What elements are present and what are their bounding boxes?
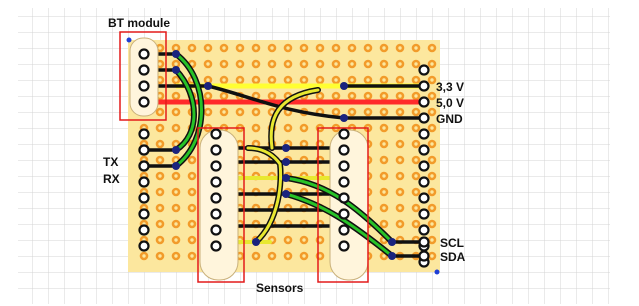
solder-pad-hole xyxy=(398,222,401,225)
solder-pad-hole xyxy=(414,142,417,145)
solder-pad-hole xyxy=(318,78,321,81)
solder-pad-hole xyxy=(238,62,241,65)
solder-pad-hole xyxy=(206,94,209,97)
solder-pad-hole xyxy=(414,190,417,193)
label-5v0: 5,0 V xyxy=(436,96,465,110)
solder-pad-hole xyxy=(222,46,225,49)
solder-pad-hole xyxy=(174,190,177,193)
label-tx: TX xyxy=(103,155,119,169)
solder-pad-hole xyxy=(430,174,433,177)
header-pin-icon xyxy=(420,210,429,219)
header-pin-icon xyxy=(140,226,149,235)
solder-pad-hole xyxy=(398,62,401,65)
header-pin-icon xyxy=(420,178,429,187)
solder-pad-hole xyxy=(158,142,161,145)
solder-pad-hole xyxy=(174,238,177,241)
solder-pad-hole xyxy=(414,126,417,129)
marker-top-left xyxy=(127,38,132,43)
header-pin-icon xyxy=(420,82,429,91)
solder-pad-hole xyxy=(430,254,433,257)
header-pin-icon xyxy=(340,162,349,171)
solder-pad-hole xyxy=(254,94,257,97)
solder-pad-hole xyxy=(174,94,177,97)
solder-pad-hole xyxy=(430,78,433,81)
solder-pad-hole xyxy=(414,78,417,81)
header-pin-icon xyxy=(212,210,221,219)
solder-pad-hole xyxy=(382,174,385,177)
solder-pad-hole xyxy=(302,142,305,145)
solder-pad-hole xyxy=(318,238,321,241)
solder-pad-hole xyxy=(430,46,433,49)
solder-pad-hole xyxy=(174,222,177,225)
solder-pad-hole xyxy=(158,94,161,97)
solder-pad-hole xyxy=(334,62,337,65)
solder-pad-hole xyxy=(222,94,225,97)
header-pin-icon xyxy=(212,146,221,155)
solder-pad-hole xyxy=(382,158,385,161)
header-pin-icon xyxy=(140,66,149,75)
solder-pad-hole xyxy=(254,254,257,257)
solder-pad-hole xyxy=(318,254,321,257)
solder-pad-hole xyxy=(414,158,417,161)
header-pin-icon xyxy=(420,114,429,123)
solder-pad-hole xyxy=(158,62,161,65)
solder-pad-hole xyxy=(190,190,193,193)
solder-pad-hole xyxy=(414,206,417,209)
solder-pad-hole xyxy=(286,78,289,81)
header-pin-icon xyxy=(420,226,429,235)
solder-pad-hole xyxy=(382,94,385,97)
solder-pad-hole xyxy=(366,78,369,81)
solder-pad-hole xyxy=(398,94,401,97)
header-pin-icon xyxy=(340,210,349,219)
header-pin-icon xyxy=(420,238,429,247)
solder-pad-hole xyxy=(350,62,353,65)
solder-pad-hole xyxy=(382,78,385,81)
solder-pad-hole xyxy=(430,110,433,113)
solder-pad-hole xyxy=(270,94,273,97)
solder-pad-hole xyxy=(382,142,385,145)
header-pin-icon xyxy=(340,226,349,235)
label-bt-module: BT module xyxy=(108,16,170,30)
solder-pad-hole xyxy=(398,126,401,129)
label-gnd: GND xyxy=(436,112,463,126)
solder-pad-hole xyxy=(254,142,257,145)
solder-pad-hole xyxy=(414,46,417,49)
solder-pad-hole xyxy=(174,174,177,177)
solder-pad-hole xyxy=(270,110,273,113)
header-pin-icon xyxy=(212,178,221,187)
solder-pad-hole xyxy=(270,46,273,49)
header-pin-icon xyxy=(340,130,349,139)
solder-pad-hole xyxy=(398,174,401,177)
solder-pad-hole xyxy=(158,110,161,113)
solder-pad-hole xyxy=(174,126,177,129)
solder-pad-hole xyxy=(334,46,337,49)
solder-pad-hole xyxy=(222,78,225,81)
header-pin-icon xyxy=(140,194,149,203)
solder-pad-hole xyxy=(270,78,273,81)
solder-pad-hole xyxy=(238,254,241,257)
solder-pad-hole xyxy=(174,78,177,81)
solder-pad-hole xyxy=(366,110,369,113)
header-pin-icon xyxy=(420,162,429,171)
solder-pad-hole xyxy=(334,78,337,81)
solder-pad-hole xyxy=(398,190,401,193)
solder-pad-hole xyxy=(286,46,289,49)
solder-pad-hole xyxy=(398,110,401,113)
solder-pad-hole xyxy=(414,222,417,225)
solder-pad-hole xyxy=(174,46,177,49)
solder-pad-hole xyxy=(158,190,161,193)
header-pin-icon xyxy=(212,242,221,251)
solder-pad-hole xyxy=(350,94,353,97)
solder-pad-hole xyxy=(190,238,193,241)
solder-pad-hole xyxy=(334,94,337,97)
header-pin-icon xyxy=(340,194,349,203)
solder-pad-hole xyxy=(382,254,385,257)
solder-pad-hole xyxy=(398,78,401,81)
solder-pad-hole xyxy=(206,78,209,81)
solder-pad-hole xyxy=(190,174,193,177)
solder-pad-hole xyxy=(238,142,241,145)
solder-pad-hole xyxy=(366,62,369,65)
solder-pad-hole xyxy=(430,126,433,129)
solder-pad-hole xyxy=(350,46,353,49)
solder-pad-hole xyxy=(174,110,177,113)
label-scl: SCL xyxy=(440,236,464,250)
solder-pad-hole xyxy=(270,62,273,65)
solder-pad-hole xyxy=(174,142,177,145)
solder-pad-hole xyxy=(382,222,385,225)
solder-pad-hole xyxy=(334,110,337,113)
solder-pad-hole xyxy=(430,158,433,161)
solder-pad-hole xyxy=(254,46,257,49)
solder-pad-hole xyxy=(238,78,241,81)
solder-pad-hole xyxy=(206,62,209,65)
solder-pad-hole xyxy=(382,126,385,129)
header-pin-icon xyxy=(420,98,429,107)
solder-pad-hole xyxy=(430,190,433,193)
solder-pad-hole xyxy=(318,62,321,65)
solder-pad-hole xyxy=(254,126,257,129)
solder-pad-hole xyxy=(222,110,225,113)
solder-pad-hole xyxy=(302,46,305,49)
solder-pad-hole xyxy=(350,110,353,113)
solder-pad-hole xyxy=(190,254,193,257)
solder-pad-hole xyxy=(302,62,305,65)
solder-pad-hole xyxy=(254,62,257,65)
solder-pad-hole xyxy=(430,62,433,65)
header-pin-icon xyxy=(140,242,149,251)
solder-pad-hole xyxy=(286,126,289,129)
solder-pad-hole xyxy=(382,46,385,49)
label-3v3: 3,3 V xyxy=(436,80,465,94)
solder-pad-hole xyxy=(190,206,193,209)
header-pin-icon xyxy=(140,130,149,139)
solder-pad-hole xyxy=(158,174,161,177)
solder-pad-hole xyxy=(414,174,417,177)
solder-pad-hole xyxy=(254,110,257,113)
header-pin-icon xyxy=(212,162,221,171)
header-pin-icon xyxy=(340,178,349,187)
solder-pad-hole xyxy=(206,46,209,49)
solder-pad-hole xyxy=(286,254,289,257)
solder-pad-hole xyxy=(414,110,417,113)
solder-pad-hole xyxy=(318,46,321,49)
solder-pad-hole xyxy=(222,62,225,65)
solder-pad-hole xyxy=(302,78,305,81)
solder-pad-hole xyxy=(174,62,177,65)
header-pin-icon xyxy=(212,130,221,139)
header-pin-icon xyxy=(420,194,429,203)
solder-pad-hole xyxy=(398,206,401,209)
solder-pad-hole xyxy=(190,222,193,225)
solder-pad-hole xyxy=(430,142,433,145)
solder-pad-hole xyxy=(430,238,433,241)
solder-pad-hole xyxy=(350,78,353,81)
solder-pad-hole xyxy=(302,254,305,257)
solder-pad-hole xyxy=(414,62,417,65)
solder-pad-hole xyxy=(366,46,369,49)
solder-pad-hole xyxy=(302,126,305,129)
label-rx: RX xyxy=(103,172,120,186)
solder-pad-hole xyxy=(158,238,161,241)
solder-pad-hole xyxy=(302,238,305,241)
solder-pad-hole xyxy=(174,206,177,209)
header-pin-icon xyxy=(140,98,149,107)
solder-pad-hole xyxy=(430,206,433,209)
solder-pad-hole xyxy=(366,94,369,97)
solder-pad-hole xyxy=(382,110,385,113)
header-pin-icon xyxy=(420,130,429,139)
solder-pad-hole xyxy=(142,254,145,257)
solder-pad-hole xyxy=(158,158,161,161)
solder-pad-hole xyxy=(318,142,321,145)
solder-pad-hole xyxy=(158,78,161,81)
header-pin-icon xyxy=(140,146,149,155)
solder-pad-hole xyxy=(158,222,161,225)
solder-pad-hole xyxy=(414,94,417,97)
solder-pad-hole xyxy=(190,158,193,161)
header-pin-icon xyxy=(340,146,349,155)
solder-pad-hole xyxy=(270,254,273,257)
solder-pad-hole xyxy=(398,46,401,49)
header-pin-icon xyxy=(212,226,221,235)
solder-pad-hole xyxy=(158,206,161,209)
header-pin-icon xyxy=(420,252,429,261)
header-pin-icon xyxy=(140,178,149,187)
solder-pad-hole xyxy=(286,238,289,241)
solder-pad-hole xyxy=(174,254,177,257)
solder-pad-hole xyxy=(158,126,161,129)
solder-pad-hole xyxy=(318,94,321,97)
header-pin-icon xyxy=(140,162,149,171)
solder-pad-hole xyxy=(286,62,289,65)
header-pin-icon xyxy=(140,210,149,219)
solder-pad-hole xyxy=(254,78,257,81)
solder-pad-hole xyxy=(206,110,209,113)
label-sda: SDA xyxy=(440,250,466,264)
label-sensors: Sensors xyxy=(256,281,304,295)
solder-pad-hole xyxy=(430,94,433,97)
solder-pad-hole xyxy=(238,46,241,49)
solder-pad-hole xyxy=(398,158,401,161)
solder-pad-hole xyxy=(158,46,161,49)
solder-pad-hole xyxy=(382,62,385,65)
header-pin-icon xyxy=(140,50,149,59)
marker-bottom-right xyxy=(435,270,440,275)
header-pin-icon xyxy=(340,242,349,251)
solder-pad-hole xyxy=(382,206,385,209)
header-pin-icon xyxy=(140,82,149,91)
solder-pad-hole xyxy=(158,254,161,257)
solder-pad-hole xyxy=(382,190,385,193)
solder-pad-hole xyxy=(238,110,241,113)
solder-pad-hole xyxy=(190,46,193,49)
header-pin-icon xyxy=(420,146,429,155)
solder-pad-hole xyxy=(398,142,401,145)
header-pin-icon xyxy=(420,66,429,75)
header-pin-icon xyxy=(212,194,221,203)
solder-pad-hole xyxy=(430,222,433,225)
